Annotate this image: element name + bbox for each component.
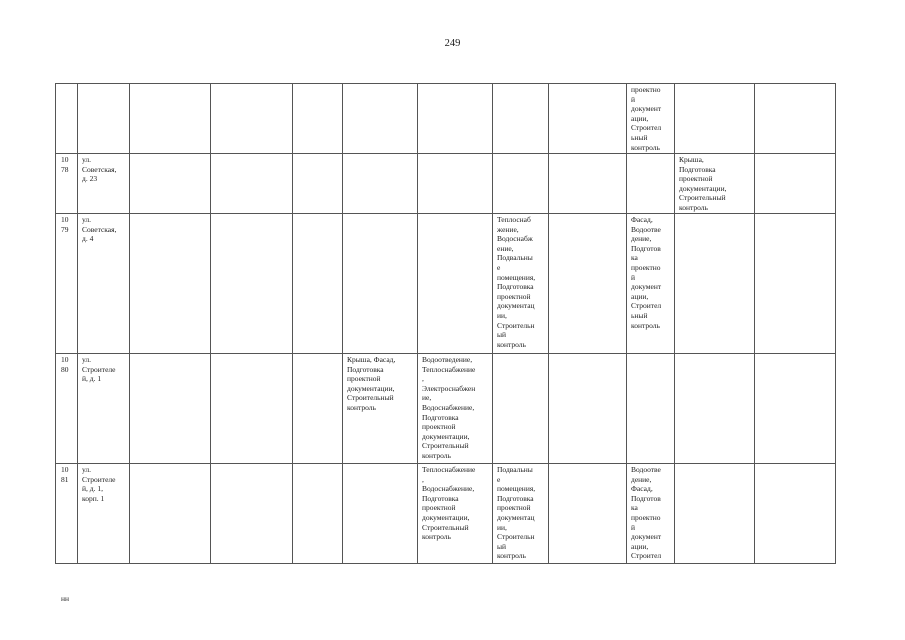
work-text: Теплоснабжение , Водоснабжение, Подготовка проектной документации, Строительный контроль (422, 465, 476, 542)
footer-mark: нн (61, 594, 70, 603)
row-number: 10 79 (61, 215, 69, 234)
work-cell (418, 214, 493, 354)
work-cell (549, 214, 627, 354)
work-cell (293, 214, 343, 354)
work-cell (627, 154, 675, 214)
work-text: Водоотведение, Теплоснабжение , Электроснабжен ие, Водоснабжение, Подготовка проектной документации, Строительный контроль (422, 355, 476, 460)
work-cell (493, 464, 549, 564)
work-text: Крыша, Фасад, Подготовка проектной документации, Строительный контроль (347, 355, 396, 412)
work-cell (755, 154, 836, 214)
work-cell (130, 154, 211, 214)
work-cell (675, 84, 755, 154)
work-cell (343, 464, 418, 564)
work-cell (493, 214, 549, 354)
work-text: Теплоснаб жение, Водоснабж ение, Подвальны е помещения, Подготовка проектной документац ии, Строительн ый контроль (497, 215, 536, 349)
work-cell (211, 154, 293, 214)
row-number: 10 80 (61, 355, 69, 374)
row-number-cell (56, 464, 78, 564)
work-cell (211, 214, 293, 354)
row-number: 10 78 (61, 155, 69, 174)
work-cell (293, 464, 343, 564)
address-text: ул. Строителе й, д. 1, корп. 1 (82, 465, 116, 503)
work-text: проектно й документ ации, Строител ьный контроль (631, 85, 662, 152)
work-cell (549, 84, 627, 154)
address-cell (78, 464, 130, 564)
work-cell (343, 354, 418, 464)
table-row (56, 354, 836, 464)
work-cell (549, 154, 627, 214)
work-text: Крыша, Подготовка проектной документации, Строительный контроль (679, 155, 727, 212)
work-cell (418, 464, 493, 564)
work-cell (493, 354, 549, 464)
work-cell (675, 464, 755, 564)
work-text: Фасад, Водоотве дение, Подготов ка проектно й документ ации, Строител ьный контроль (631, 215, 662, 330)
row-number-cell (56, 84, 78, 154)
row-number-cell (56, 214, 78, 354)
work-cell (343, 154, 418, 214)
work-cell (675, 354, 755, 464)
work-cell (211, 354, 293, 464)
address-cell (78, 84, 130, 154)
work-cell (627, 464, 675, 564)
work-cell (627, 354, 675, 464)
work-cell (293, 354, 343, 464)
work-cell (211, 84, 293, 154)
address-cell (78, 214, 130, 354)
work-cell (293, 154, 343, 214)
work-cell (755, 214, 836, 354)
work-cell (343, 84, 418, 154)
work-cell (418, 84, 493, 154)
table-body (56, 84, 836, 564)
work-cell (293, 84, 343, 154)
work-text: Водоотве дение, Фасад, Подготов ка проектно й документ ации, Строител (631, 465, 662, 561)
work-cell (627, 214, 675, 354)
work-cell (755, 84, 836, 154)
work-cell (130, 84, 211, 154)
work-cell (493, 84, 549, 154)
work-cell (675, 154, 755, 214)
work-cell (755, 354, 836, 464)
address-text: ул. Советская, д. 4 (82, 215, 117, 244)
work-cell (549, 354, 627, 464)
work-cell (343, 214, 418, 354)
work-cell (418, 354, 493, 464)
table-row (56, 464, 836, 564)
work-cell (755, 464, 836, 564)
work-cell (418, 154, 493, 214)
address-cell (78, 154, 130, 214)
address-text: ул. Советская, д. 23 (82, 155, 117, 184)
work-cell (130, 214, 211, 354)
page-number: 249 (444, 38, 461, 49)
works-table (55, 83, 836, 564)
work-cell (627, 84, 675, 154)
table-row (56, 214, 836, 354)
table-row (56, 154, 836, 214)
row-number: 10 81 (61, 465, 69, 484)
work-cell (211, 464, 293, 564)
row-number-cell (56, 354, 78, 464)
work-text: Подвальны е помещения, Подготовка проектной документац ии, Строительн ый контроль (497, 465, 536, 561)
table-row (56, 84, 836, 154)
work-cell (549, 464, 627, 564)
work-cell (493, 154, 549, 214)
work-cell (130, 464, 211, 564)
address-text: ул. Строителе й, д. 1 (82, 355, 116, 384)
address-cell (78, 354, 130, 464)
row-number-cell (56, 154, 78, 214)
work-cell (675, 214, 755, 354)
work-cell (130, 354, 211, 464)
